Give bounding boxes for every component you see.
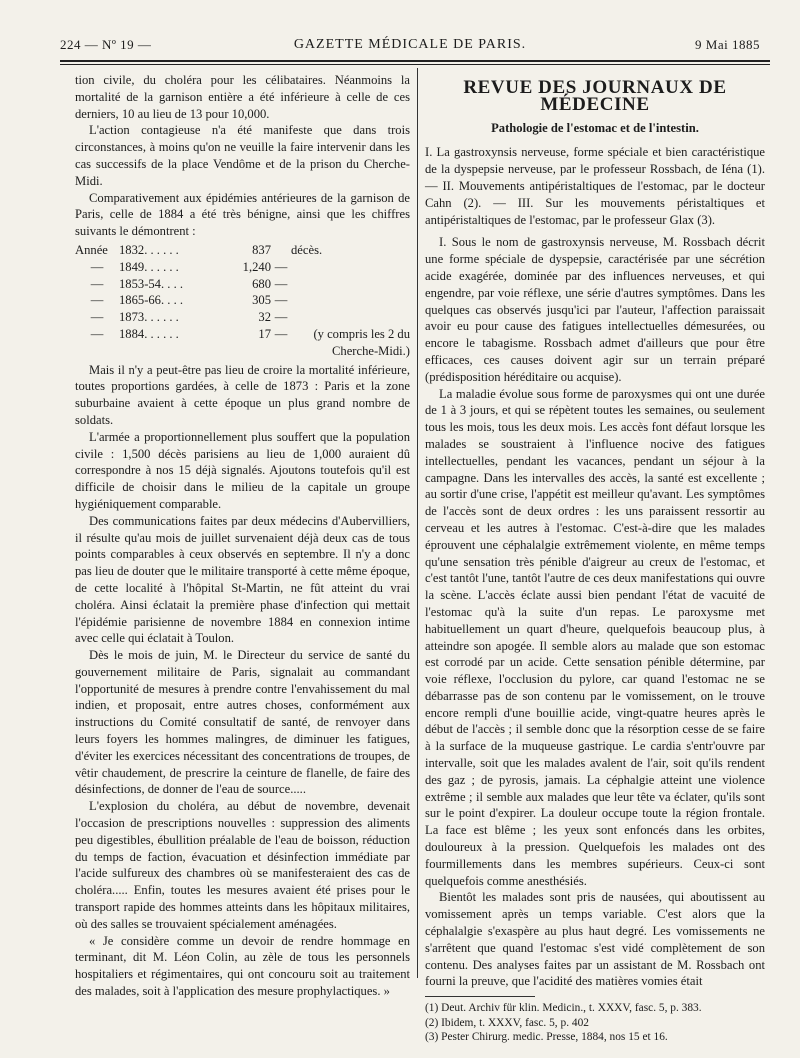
paragraph: La maladie évolue sous forme de paroxysmes qui ont une durée de 1 à 3 jours, et qui se répètent toutes les semaines, ou seulement tous les mois, tous les deux mois. Les accès font défaut lorsque les malades se soustraient à l'influence nocive des fatigues intellectuelles, pendant les vacances, pendant un séjour à la campagne. Dans les intervalles des accès, la santé est excellente ; au sortir d'une crise, l'appétit est meilleur qu'avant. Les symptômes de l'accès sont de deux ordres : les uns paraissent ressortir au cerveau et les autres à l'estomac. C'est-à-dire que les malades éprouvent une céphalalgie extrêmement violente, en même temps qu'une sensation très pénible d'aigreur au creux de l'estomac, et c'est tantôt l'une, tantôt l'autre de ces deux manifestations qui ouvre la scène. L'accès éclate aussi bien pendant l'état de vacuité de l'estomac qu'à la suite d'un repas. Le paroxysme met habituellement un quart d'heure, quelquefois beaucoup plus, à atteindre son apogée. Il semble alors au malade que son estomac est corrodé par un acide. Cette sensation pénible détermine, par voie réflexe, l'occlusion du pylore, car quand l'estomac ne se débarrasse pas de son contenu par le vomissement, on le trouve encore rempli d'une bouillie acide, vingt-quatre heures après le début de l'accès ; il semble donc que la résorption cesse de se faire à la surface de la muqueuse gastrique. Le cardia s'entr'ouvre par intervalle, soit que les malades avalent de l'air, soit qu'ils rendent des gaz ; de pyrosis, jamais. La céphalgie atteint une violence extrême ; il semble aux malades que leur tête va éclater, qu'ils sont sur le point d'expirer. La douleur occupe toute la région frontale. La face est blême ; les yeux sont enfoncés dans les orbites, douloureux à la pression. Quelquefois les malades ont des fourmillements dans les membres supérieurs. Ceux-ci sont quelquefois comme anesthésiés. xyxy=(425,386,765,888)
left-column xyxy=(75,72,410,1000)
table-cell: (y compris les 2 du Cherche-Midi.) xyxy=(313,326,410,358)
footnotes xyxy=(425,1001,765,1045)
table-cell: 1832. . . . . . xyxy=(119,242,179,257)
table-cell xyxy=(291,292,410,309)
table-cell: 1884. . . . . . xyxy=(119,326,179,341)
issue-date: 9 Mai 1885 xyxy=(695,37,760,52)
table-row xyxy=(75,309,410,326)
table-row xyxy=(75,326,410,360)
table-cell: 1865-66. . . . xyxy=(119,293,184,308)
paragraph: I. Sous le nom de gastroxynsis nerveuse, M. Rossbach décrit une forme spéciale de dyspepsie, caractérisée par une sécrétion acide exagérée, dominée par des influences nerveuses, et qui engendre, par voie réflexe, une série d'autres symptômes. Dans les quelques cas observés jusqu'ici par l'auteur, l'affection paraissait avoir eu pour cause des fatigues intellectuelles démesurées, ou encore le tabagisme. Rossbach admet d'ailleurs que pour être efficaces, ces causes doivent agir sur un terrain préparé (prédisposition héréditaire ou acquise). xyxy=(425,235,765,384)
table-cell: — xyxy=(274,310,288,325)
paragraph: « Je considère comme un devoir de rendre hommage en terminant, dit M. Léon Colin, au zèle de tous les personnels hospitaliers et régimentaires, qui ont concouru soit au traitement des malades, soit à l'application des mesure prophylactiques. » xyxy=(75,933,410,999)
table-cell: — xyxy=(274,326,288,341)
table-cell: 1849. . . . . . xyxy=(119,259,179,274)
footnote: (2) Ibidem, t. XXXV, fasc. 5, p. 402 xyxy=(425,1016,589,1029)
footnote: (1) Deut. Archiv für klin. Medicin., t. XXXV, fasc. 5, p. 383. xyxy=(425,1002,702,1015)
table-row xyxy=(75,242,410,259)
paragraph: L'armée a proportionnellement plus souffert que la population civile : 1,500 décès parisiens au lieu de 1,000 auraient dû correspondre à nos 15 déjà signalés. Ajoutons toutefois qu'il est difficile de choisir dans le milieu de la capitale un groupe hygiéniquement comparable. xyxy=(75,429,410,511)
paragraph: Comparativement aux épidémies antérieures de la garnison de Paris, celle de 1884 a été très bénigne, ainsi que les chiffres suivants le démontrent : xyxy=(75,190,410,239)
column-divider xyxy=(417,68,418,978)
paragraph: Mais il n'y a peut-être pas lieu de croire la mortalité inférieure, toutes proportions gardées, à celle de 1873 : Paris et la zone suburbaine avaient à cette époque un plus grand nombre de soldats. xyxy=(75,362,410,427)
header-rule-thin xyxy=(60,64,770,65)
paragraph: Bientôt les malades sont pris de nausées, qui aboutissent au vomissement après un temps variable. C'est alors que la céphalalgie s'exaspère au plus haut degré. Les vomissements ne s'arrêtent que quand l'estomac s'est vidé complètement de son contenu. Des analyses faites par un assistant de M. Rossbach ont fourni la preuve, que l'acidité des matières vomies était xyxy=(425,890,765,989)
table-row xyxy=(75,259,410,276)
table-cell xyxy=(291,276,410,293)
table-row xyxy=(75,276,410,293)
table-cell: 680 xyxy=(252,276,271,291)
table-cell xyxy=(271,242,291,259)
page-number: 224 — Nº 19 — xyxy=(60,37,152,52)
paragraph: L'action contagieuse n'a été manifeste que dans trois circonstances, à moins qu'on ne veuille la faire intervenir dans les cas successifs de la place Vendôme et de la prison du Cherche-Midi. xyxy=(75,123,410,188)
references-paragraph: I. La gastroxynsis nerveuse, forme spéciale et bien caractéristique de la dyspepsie nerveuse, par le professeur Rossbach, de Iéna (1). — II. Mouvements antipéristaltiques de l'estomac, par le docteur Cahn (2). — III. Sur les mouvements péristaltiques et antipéristaltiques de l'estomac, par le professeur Glax (3). xyxy=(425,145,765,227)
paragraph: Dès le mois de juin, M. le Directeur du service de santé du gouvernement militaire de Paris, signalait au commandant l'opportunité de mesures à prendre contre l'envahissement du mal indien, et proposait, entre autres choses, conformément aux instructions du Comité consultatif de santé, de renvoyer dans leurs foyers les hommes malingres, de diminuer les fatigues, d'éviter les exercices nécessitant des concentrations de troupes, de vêtir chaudement, de prescrire la ceinture de flanelle, de faire des désinfections, de donner de l'eau de source..... xyxy=(75,648,410,797)
table-cell: 305 xyxy=(252,293,271,308)
paragraph: Des communications faites par deux médecins d'Aubervilliers, il résulte qu'au mois de juillet survenaient déjà deux cas de tous points comparables à ceux observés en septembre. Il n'y a donc pas lieu de douter que le militaire transporté à cette même époque, de cette localité à l'hôpital St-Martin, ne fût atteint du vrai choléra. Ainsi éclatait la première phase d'infection qui mettait l'épidémie parisienne de novembre 1884 en connexion intime avec celle qui éclatait à Toulon. xyxy=(75,513,410,646)
section-title: REVUE DES JOURNAUX DE MÉDECINE xyxy=(463,77,727,115)
table-cell: 837 xyxy=(252,242,271,257)
table-cell: — xyxy=(274,259,288,274)
footnote-rule xyxy=(425,996,535,997)
table-cell: Année xyxy=(75,242,108,257)
right-column xyxy=(425,72,765,1045)
paragraph: tion civile, du choléra pour les célibataires. Néanmoins la mortalité de la garnison entière a été inférieure à celle de ces derniers, 10 au lieu de 13 pour 10,000. xyxy=(75,73,410,121)
table-cell: — xyxy=(274,293,288,308)
paragraph: L'explosion du choléra, au début de novembre, devenait l'occasion de prescriptions nouvelles : suppression des aliments peu digestibles, ébullition préalable de l'eau de boisson, réduction du temps de faction, évacuation et désinfection immédiate par l'acide sulfureux des chambres où se manifesteraient des cas de choléra..... Enfin, toutes les mesures avaient été prises pour le transport rapide des hommes atteints dans les hôpitaux militaires, où des salles se trouvaient spécialement aménagées. xyxy=(75,799,410,931)
table-cell: — xyxy=(274,276,288,291)
table-cell: — xyxy=(90,293,104,308)
table-cell: 1,240 xyxy=(242,259,271,274)
header-rule-thick xyxy=(60,60,770,62)
table-cell xyxy=(291,309,410,326)
mortality-table xyxy=(75,242,410,360)
table-cell xyxy=(291,259,410,276)
section-subtitle: Pathologie de l'estomac et de l'intestin. xyxy=(491,120,699,135)
footnote: (3) Pester Chirurg. medic. Presse, 1884, nos 15 et 16. xyxy=(425,1031,668,1044)
page-header xyxy=(60,37,760,55)
journal-title: GAZETTE MÉDICALE DE PARIS. xyxy=(293,37,527,52)
table-cell: — xyxy=(90,276,104,291)
table-cell: — xyxy=(90,310,104,325)
table-cell: — xyxy=(90,326,104,341)
table-row xyxy=(75,292,410,309)
table-cell: 1853-54. . . . xyxy=(119,276,184,291)
table-cell: décès. xyxy=(291,242,323,257)
table-cell: 1873. . . . . . xyxy=(119,310,179,325)
table-cell: — xyxy=(90,259,104,274)
table-cell: 32 xyxy=(258,310,271,325)
table-cell: 17 xyxy=(258,326,271,341)
